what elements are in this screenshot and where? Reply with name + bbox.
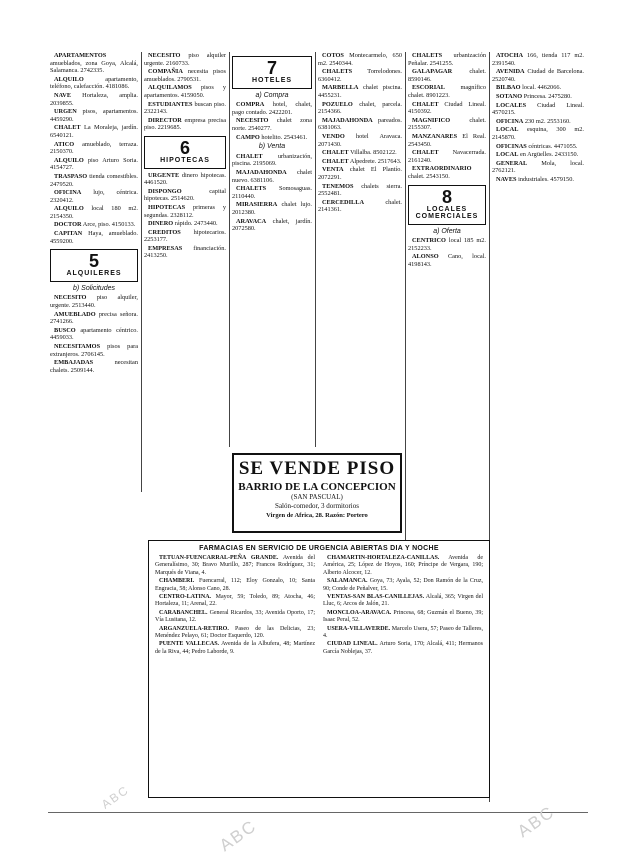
entry-text: Fuencarral, 112; Eloy Gonzalo, 10; Santa Engracia, 58; Alonso Cano, 28. <box>155 578 315 592</box>
entry-text: chalet nuevo. 6381106. <box>232 168 312 184</box>
entry-text: chalets sierra. 2552481. <box>318 182 402 198</box>
entry-keyword: DOCTOR <box>54 221 82 229</box>
classified-entry <box>492 52 584 67</box>
classified-entry <box>144 68 226 83</box>
entry-keyword: GENERAL <box>496 159 528 167</box>
watermark-logo: ABC <box>98 782 132 812</box>
entry-text: chalet. 2543150. <box>408 172 450 180</box>
classified-entry <box>318 52 402 67</box>
classified-entry <box>232 218 312 233</box>
entry-text: dinero hipotecas. 4461520. <box>144 171 226 187</box>
entry-text: piso alquiler, urgente. 2513440. <box>50 294 138 310</box>
entry-keyword: LOCAL <box>496 151 519 159</box>
entry-text: 230 m2. 2553160. <box>524 117 571 125</box>
entry-text: Princesa. 2475280. <box>523 92 572 100</box>
classified-entry <box>155 555 315 577</box>
classified-entry <box>408 165 486 180</box>
entry-keyword: CHALET <box>412 100 439 108</box>
entry-keyword: AMUEBLADO <box>54 310 96 318</box>
entry-keyword: CENTRICO <box>412 237 446 245</box>
entry-text: Paseo de las Delicias, 23; Menéndez Pelayo, 61; Doctor Esquerdo, 120. <box>155 625 315 640</box>
entry-keyword: LOCAL <box>496 126 519 134</box>
classified-entry <box>50 157 138 172</box>
classified-entry <box>492 143 584 151</box>
classified-entry <box>144 101 226 116</box>
entry-keyword: CREDITOS <box>148 228 181 236</box>
classified-entry <box>155 641 315 656</box>
entry-keyword: CHALET <box>236 152 263 160</box>
entry-keyword: MONCLOA-ARAVACA. <box>327 609 392 616</box>
entry-text: Alpedrete. 2517643. <box>349 157 402 165</box>
section-number: 8 <box>441 186 452 207</box>
farmacias-box <box>148 540 490 798</box>
entry-text: chalet piscina. 4455231. <box>318 84 402 99</box>
entry-keyword: ALQUILO <box>54 205 84 213</box>
entry-text: necesitan chalets. 2509144. <box>50 359 138 374</box>
section-label: HOTELES <box>251 77 293 84</box>
entry-text: Avenida de la Albufera, 48; Martínez de la Riva, 44; Pedro Laborde, 9. <box>155 641 315 655</box>
entry-text: Villalba. 8502122. <box>350 149 397 157</box>
entry-text: chalet. 2141361. <box>318 198 402 214</box>
classified-entry <box>50 92 138 107</box>
classified-entry <box>50 124 138 139</box>
entry-keyword: EMPRESAS <box>148 244 183 252</box>
classified-entry <box>318 101 402 116</box>
classified-entry <box>50 343 138 358</box>
entry-keyword: TENEMOS <box>322 182 354 190</box>
entry-keyword: HIPOTECAS <box>148 203 186 211</box>
entry-keyword: NAVE <box>54 91 72 99</box>
classified-entry <box>492 126 584 141</box>
entry-keyword: CIUDAD LINEAL. <box>327 641 378 648</box>
entry-keyword: ATOCHA <box>496 52 524 59</box>
entry-keyword: MIRASIERRA <box>236 201 278 209</box>
entry-keyword: PUENTE VALLECAS. <box>159 641 220 648</box>
entry-text: hotelito. 2543461. <box>261 133 308 141</box>
section-subheading: a) Oferta <box>433 227 461 235</box>
entry-text: necesita pisos amueblados. 2790531. <box>144 68 226 83</box>
entry-text: Ciudad Lineal. 4150392. <box>408 100 486 116</box>
entry-text: lujo, céntrica. 2320412. <box>50 189 138 204</box>
classified-entry <box>155 626 315 641</box>
watermark-logo: ABC <box>513 802 559 842</box>
entry-text: esquina, 300 m2. 2145870. <box>492 126 584 141</box>
entry-keyword: AVENIDA <box>496 68 525 76</box>
entry-keyword: LOCALES <box>496 101 527 109</box>
entry-text: Navacerrada. 2161240. <box>408 149 486 164</box>
entry-keyword: TETUAN-FUENCARRAL-PEÑA GRANDE. <box>159 555 279 561</box>
entry-text: local 180 m2. 2154350. <box>50 205 138 220</box>
entry-text: en Argüelles. 2433150. <box>519 151 579 159</box>
classified-entry <box>144 52 226 67</box>
classified-entry <box>318 183 402 198</box>
entry-text: apartamento, teléfono, calefacción. 4181086. <box>50 75 138 91</box>
entry-keyword: POZUELO <box>322 100 353 108</box>
entry-keyword: MAJADAHONDA <box>236 168 287 176</box>
classified-entry <box>492 93 584 101</box>
classified-entry <box>318 117 402 132</box>
classified-entry <box>144 220 226 228</box>
classified-entry <box>318 166 402 181</box>
entry-text: Hortaleza, amplia. 2039855. <box>50 91 138 107</box>
entry-keyword: NAVES <box>496 175 517 183</box>
classified-entry <box>232 101 312 116</box>
classifieds-column-1 <box>50 52 138 812</box>
entry-keyword: CARABANCHEL. <box>159 609 208 616</box>
entry-keyword: MAJADAHONDA <box>322 116 373 124</box>
entry-text: Montecarmelo, 650 m2. 2540344. <box>318 52 402 67</box>
entry-text: piso alquiler urgente. 2160733. <box>144 52 226 67</box>
classified-entry <box>144 204 226 219</box>
entry-keyword: OFICINAS <box>496 142 527 150</box>
classified-entry <box>232 169 312 184</box>
entry-keyword: CERCEDILLA <box>322 198 364 206</box>
classified-entry <box>318 133 402 148</box>
entry-text: local. 4462066. <box>522 84 562 92</box>
entry-keyword: VENTAS-SAN BLAS-CANILLEJAS. <box>327 594 425 601</box>
classified-entry <box>492 102 584 117</box>
classified-entry <box>144 117 226 132</box>
entry-keyword: DIRECTOR <box>148 116 182 124</box>
entry-keyword: URGEN <box>54 108 77 116</box>
entry-text: Mola, local. 2762121. <box>492 159 584 175</box>
entry-text: magnífico chalet. 8901223. <box>408 84 486 99</box>
classified-entry <box>323 594 483 609</box>
classifieds-column-3 <box>232 52 312 447</box>
entry-text: Arturo Soria, 170; Alcalá, 411; Hermanos García Noblejas, 37. <box>323 641 484 655</box>
entry-text: tienda comestibles. 2479520. <box>50 172 138 188</box>
entry-keyword: ALQUILO <box>54 156 84 164</box>
classified-entry <box>318 199 402 214</box>
entry-keyword: DISPONGO <box>148 187 182 195</box>
classified-entry <box>492 151 584 159</box>
column-rule <box>141 52 142 492</box>
section-label: ALQUILERES <box>66 270 122 278</box>
entry-keyword: NECESITO <box>54 294 87 302</box>
entry-text: Haya, amueblado. 4559200. <box>50 230 138 245</box>
entry-text: chalet, parcela. 2154366. <box>318 100 402 116</box>
classified-entry <box>323 555 483 577</box>
entry-text: apartamento céntrico. 4459033. <box>50 326 138 342</box>
classified-entry <box>144 172 226 187</box>
section-header <box>50 249 138 282</box>
section-subheading: b) Venta <box>258 143 286 151</box>
section-number: 5 <box>88 251 99 272</box>
entry-keyword: MAGNIFICO <box>412 116 451 124</box>
entry-keyword: USERA-VILLAVERDE. <box>327 625 391 632</box>
entry-keyword: CHALET <box>54 124 81 132</box>
entry-text: Arce, piso. 4150133. <box>82 221 136 229</box>
entry-text: primeras y segundas. 2328112. <box>144 203 226 219</box>
entry-text: Cano, local. 4198143. <box>408 253 486 269</box>
entry-text: chalet lujo. 2012380. <box>232 201 312 216</box>
entry-text: 166, tienda 117 m2. 2391540. <box>492 52 584 67</box>
entry-keyword: ARAVACA <box>236 217 267 225</box>
entry-keyword: ESCORIAL <box>412 84 445 92</box>
classified-entry <box>232 201 312 216</box>
section-header <box>408 185 486 225</box>
entry-text: chalet zona norte. 2540277. <box>232 117 312 132</box>
classified-entry <box>50 52 138 75</box>
classified-entry <box>155 578 315 593</box>
entry-text: Avenida del Generalísimo, 30; Bravo Murillo, 287; Francos Rodríguez, 31; Marqués de Viana, 4. <box>155 555 315 576</box>
classified-entry <box>232 185 312 200</box>
entry-text: La Moraleja, jardín. 6540121. <box>50 124 138 139</box>
entry-keyword: NECESITO <box>148 52 181 59</box>
classified-entry <box>232 117 312 132</box>
classified-entry <box>144 84 226 99</box>
classified-entry <box>318 68 402 83</box>
section-header <box>144 136 226 169</box>
classified-entry <box>492 68 584 83</box>
entry-keyword: CHALETS <box>412 52 443 59</box>
entry-text: pisos y apartamentos. 4159050. <box>144 84 226 99</box>
entry-keyword: CAPITAN <box>54 230 83 238</box>
entry-text: pisos, apartamentos. 4459290. <box>50 108 138 123</box>
entry-text: urbanización Peñalar. 2541255. <box>408 52 486 67</box>
entry-text: hotel Aravaca. 2071430. <box>318 132 402 148</box>
watermark-logo: ABC <box>215 816 261 856</box>
classified-entry <box>492 160 584 175</box>
classified-entry <box>50 221 138 229</box>
classified-entry <box>408 68 486 83</box>
classified-entry <box>50 205 138 220</box>
entry-keyword: CHALETS <box>236 185 267 193</box>
classified-entry <box>232 134 312 142</box>
section-label: LOCALES COMERCIALES <box>415 205 479 221</box>
entry-keyword: MANZANARES <box>412 132 458 140</box>
classified-entry <box>323 626 483 641</box>
entry-text: rápido. 2473440. <box>174 220 218 228</box>
ad-paren: (SAN PASCUAL) <box>291 493 343 501</box>
entry-text: amueblados, zona Goya, Alcalá, Salamanca. 2742335. <box>50 59 138 75</box>
farmacias-right-column <box>323 555 483 657</box>
entry-keyword: NECESITAMOS <box>54 343 101 350</box>
classified-entry <box>50 173 138 188</box>
entry-keyword: NECESITO <box>236 117 269 125</box>
classified-entry <box>50 311 138 326</box>
entry-text: Avenida de América, 25; López de Hoyos, 160; Príncipe de Vergara, 190; Alberto Alcocer, 12. <box>323 555 483 576</box>
entry-text: chalet. 2155307. <box>408 116 486 132</box>
entry-keyword: CHAMARTIN-HORTALEZA-CANILLAS. <box>327 555 440 561</box>
entry-keyword: OFICINA <box>496 117 524 125</box>
classifieds-column-4 <box>318 52 402 447</box>
entry-text: Somosaguas. 2110440. <box>232 185 312 200</box>
classified-entry <box>408 84 486 99</box>
entry-text: Goya, 73; Ayala, 52; Don Ramón de la Cruz, 90; Conde de Peñalver, 15. <box>323 578 483 592</box>
entry-keyword: SALAMANCA. <box>327 578 368 585</box>
entry-text: Ciudad de Barcelona. 2520740. <box>492 68 584 83</box>
farmacias-left-column <box>155 555 315 657</box>
classifieds-column-2 <box>144 52 226 530</box>
classified-entry <box>323 610 483 625</box>
bottom-rule <box>48 812 588 813</box>
entry-text: Alcalá, 365; Virgen del Lluc, 6; Arcos de Jalón, 21. <box>323 594 483 608</box>
classified-entry <box>408 149 486 164</box>
classified-entry <box>232 153 312 168</box>
entry-text: Mayor, 59; Toledo, 89; Atocha, 46; Hortaleza, 11; Arenal, 22. <box>155 594 315 608</box>
entry-text: capital hipotecas. 2514620. <box>144 187 226 203</box>
classified-entry <box>50 141 138 156</box>
classified-entry <box>323 578 483 593</box>
entry-keyword: COMPRA <box>236 101 265 109</box>
entry-text: piso Arturo Soria. 4154727. <box>50 156 138 172</box>
entry-text: Torrelodones. 6360412. <box>318 68 402 83</box>
entry-text: amueblado, terraza. 2150370. <box>50 140 138 156</box>
entry-text: General Ricardos, 33; Avenida Oporto, 17; Vía Lusitana, 12. <box>155 609 315 624</box>
section-label: HIPOTECAS <box>160 156 210 164</box>
entry-keyword: CHALET <box>322 157 349 165</box>
entry-keyword: ALONSO <box>412 253 439 261</box>
entry-text: urbanización, piscina. 2195069. <box>232 152 312 168</box>
entry-text: local 185 m2. 2152233. <box>408 237 486 252</box>
entry-keyword: OFICINA <box>54 189 82 197</box>
entry-keyword: TRASPASO <box>54 172 88 180</box>
ad-address: Virgen de Africa, 28. Razón: Portero <box>266 512 368 519</box>
classified-entry <box>492 84 584 92</box>
entry-keyword: GALAPAGAR <box>412 68 453 76</box>
classified-entry <box>50 294 138 309</box>
entry-keyword: ATICO <box>54 140 75 148</box>
entry-text: pareados. 6381063. <box>318 116 402 132</box>
section-header <box>232 56 312 89</box>
entry-text: chalet, jardín. 2072580. <box>232 217 312 233</box>
entry-keyword: COMPAÑIA <box>148 68 183 76</box>
classified-entry <box>155 594 315 609</box>
entry-keyword: VENDO <box>322 132 345 140</box>
classified-entry <box>318 84 402 99</box>
entry-text: chalet. 8590146. <box>408 68 486 83</box>
entry-keyword: APARTAMENTOS <box>54 52 107 59</box>
classified-entry <box>144 188 226 203</box>
classified-entry <box>408 253 486 268</box>
entry-text: hipotecarios. 2253177. <box>144 228 226 244</box>
entry-text: empresa precisa piso. 2219685. <box>144 116 226 132</box>
farmacias-title: FARMACIAS EN SERVICIO DE URGENCIA ABIERTAS DIA Y NOCHE <box>199 545 439 552</box>
entry-keyword: ALQUILAMOS <box>148 84 192 92</box>
entry-text: Ciudad Lineal. 4570215. <box>492 101 584 117</box>
classified-entry <box>50 359 138 374</box>
ad-description: Salón-comedor, 3 dormitorios <box>275 502 359 510</box>
classifieds-column-6 <box>492 52 584 812</box>
entry-text: buscan piso. 2322143. <box>144 100 226 116</box>
entry-keyword: EXTRAORDINARIO <box>412 165 472 173</box>
section-subheading: b) Solicitudes <box>72 284 116 292</box>
classified-entry <box>144 229 226 244</box>
entry-text: El Real. 2543450. <box>408 132 486 148</box>
classified-entry <box>144 245 226 260</box>
entry-text: industriales. 4579150. <box>518 175 574 183</box>
classified-entry <box>50 108 138 123</box>
entry-keyword: CHAMBERI. <box>159 578 195 585</box>
entry-keyword: EMBAJADAS <box>54 359 94 367</box>
entry-keyword: SOTANO <box>496 92 523 100</box>
classified-entry <box>408 133 486 148</box>
entry-keyword: BILBAO <box>496 84 521 92</box>
entry-keyword: URGENTE <box>148 171 180 179</box>
column-rule <box>315 52 316 447</box>
section-subheading: a) Compra <box>255 91 289 99</box>
column-rule <box>229 52 230 447</box>
classifieds-column-5 <box>408 52 486 537</box>
entry-text: pisos para extranjeros. 2706145. <box>50 343 138 358</box>
entry-keyword: ESTUDIANTES <box>148 100 193 108</box>
classified-entry <box>50 327 138 342</box>
classified-entry <box>323 641 483 656</box>
classified-entry <box>492 118 584 126</box>
classified-entry <box>408 237 486 252</box>
entry-keyword: BUSCO <box>54 326 76 334</box>
classified-entry <box>492 176 584 184</box>
entry-text: céntricas. 4471055. <box>528 142 578 150</box>
entry-text: precisa señora. 2741266. <box>50 310 138 326</box>
entry-keyword: CAMPO <box>236 133 260 141</box>
classified-entry <box>50 189 138 204</box>
entry-keyword: MARBELLA <box>322 84 359 92</box>
entry-keyword: ARGANZUELA-RETIRO. <box>159 625 229 632</box>
classified-entry <box>155 610 315 625</box>
entry-text: Princesa, 68; Guzmán el Bueno, 39; Isaac Peral, 52. <box>323 609 483 624</box>
entry-text: hotel, chalet, pago contado. 2422201. <box>232 101 312 116</box>
classified-entry <box>50 230 138 245</box>
entry-keyword: COTOS <box>322 52 344 59</box>
section-number: 7 <box>266 58 277 78</box>
classified-entry <box>318 158 402 166</box>
entry-keyword: CHALET <box>322 149 349 157</box>
entry-keyword: VENTA <box>322 166 344 174</box>
ad-subline: BARRIO DE LA CONCEPCION <box>238 481 396 493</box>
entry-keyword: CHALETS <box>322 68 353 76</box>
section-number: 6 <box>179 137 190 158</box>
entry-keyword: DINERO <box>148 220 174 228</box>
entry-text: financiación. 2413250. <box>144 244 226 260</box>
classified-entry <box>408 101 486 116</box>
se-vende-piso-ad <box>232 453 402 533</box>
classified-entry <box>318 149 402 157</box>
classified-entry <box>408 117 486 132</box>
ad-headline: SE VENDE PISO <box>238 458 396 479</box>
classified-entry <box>50 76 138 91</box>
column-rule <box>405 52 406 542</box>
entry-text: chalet El Plantío. 2072291. <box>318 166 402 181</box>
entry-keyword: ALQUILO <box>54 75 84 83</box>
entry-keyword: CENTRO-LATINA. <box>159 594 212 601</box>
entry-text: Marcelo Usera, 57; Paseo de Talleres, 4. <box>323 625 483 640</box>
classified-entry <box>408 52 486 67</box>
entry-keyword: CHALET <box>412 149 439 157</box>
